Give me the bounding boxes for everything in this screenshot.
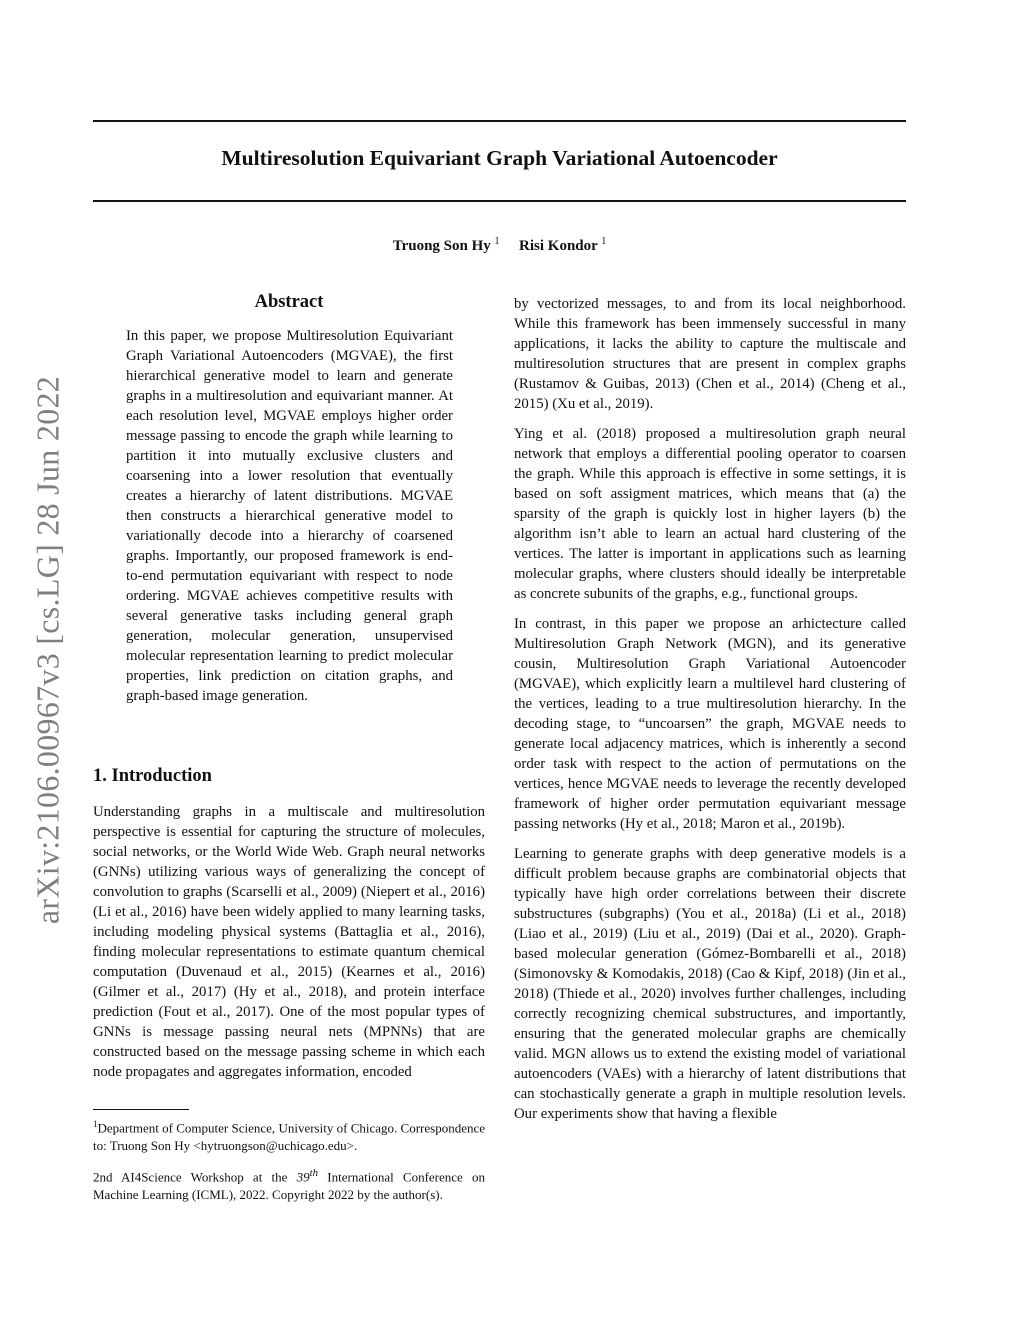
footnote-text: Department of Computer Science, University of Chicago. Correspondence to: Truong Son Hy <hytruongson@uchicago.edu>. [93,1120,485,1154]
venue-ordinal: 39 [296,1169,310,1185]
author-name: Risi Kondor [519,238,598,254]
title-rule-top [93,120,906,122]
paragraph: by vectorized messages, to and from its local neighborhood. While this framework has been immensely successful in many applications, it lacks the ability to capture the multiscale and multiresolution structures that are present in complex graphs (Rustamov & Guibas, 2013) (Chen et al., 2014) (Cheng et al., 2015) (Xu et al., 2019). [514,296,906,412]
paper-title: Multiresolution Equivariant Graph Variational Autoencoder [221,146,778,170]
paragraph: Ying et al. (2018) proposed a multiresolution graph neural network that employs a differential pooling operator to coarsen the graph. While this approach is effective in some settings, it is based on soft assigment matrices, which means that (a) the sparsity of the graph is quickly lost in higher layers (b) the algorithm isn’t able to learn an actual hard clustering of the vertices. The latter is important in applications such as learning molecular graphs, where clusters should ideally be interpretable as concrete subunits of the graphs, e.g., functional groups. [514,426,906,602]
paragraph: Understanding graphs in a multiscale and multiresolution perspective is essential for capturing the structure of molecules, social networks, or the World Wide Web. Graph neural networks (GNNs) utilizing various ways of generalizing the concept of convolution to graphs (Scarselli et al., 2009) (Niepert et al., 2016) (Li et al., 2016) have been widely applied to many learning tasks, including modeling physical systems (Battaglia et al., 2016), finding molecular representations to estimate quantum chemical computation (Duvenaud et al., 2015) (Kearnes et al., 2016) (Gilmer et al., 2017) (Hy et al., 2018), and protein interface prediction (Fout et al., 2017). One of the most popular types of GNNs is message passing neural nets (MPNNs) that are constructed based on the message passing scheme in which each node propagates and aggregates information, encoded [93,804,485,1080]
venue-ordinal-suffix: th [309,1167,319,1179]
footnote-rule [93,1109,189,1110]
title-rule-bottom [93,200,906,202]
venue-text: 2nd AI4Science Workshop at the [93,1169,288,1185]
affiliation-mark: 1 [601,236,607,247]
venue-text: International Conference on Machine Learning (ICML), 2022. Copyright 2022 by the author(s). [93,1169,486,1203]
footnote-mark: 1 [93,1119,98,1129]
paragraph: In contrast, in this paper we propose an arhictecture called Multiresolution Graph Network (MGN), and its generative cousin, Multiresolution Graph Variational Autoencoder (MGVAE), which explicitly learn a multilevel hard clustering of the vertices, leading to a true multiresolution hierarchy. In the decoding stage, to “uncoarsen” the graph, MGVAE needs to generate local adjacency matrices, which is inherently a second order task with respect to the action of permutations on the vertices, hence MGVAE needs to leverage the recently developed framework of higher order permutation equivariant message passing networks (Hy et al., 2018; Maron et al., 2019b). [514,616,906,832]
paragraph: Learning to generate graphs with deep generative models is a difficult problem because graphs are combinatorial objects that typically have high order correlations between their discrete substructures (subgraphs) (You et al., 2018a) (Li et al., 2018) (Liao et al., 2019) (Liu et al., 2019) (Dai et al., 2020). Graph-based molecular generation (Gómez-Bombarelli et al., 2018) (Simonovsky & Komodakis, 2018) (Cao & Kipf, 2018) (Jin et al., 2018) (Thiede et al., 2020) involves further challenges, including correctly recognizing chemical substructures, and importantly, ensuring that the generated molecular graphs are chemically valid. MGN allows us to extend the existing model of variational autoencoders (VAEs) with a hierarchy of latent distributions that can stochastically generate a graph in multiple resolution levels. Our experiments show that having a flexible [514,846,906,1122]
right-column-text [514,294,906,1134]
introduction-text [93,802,485,1092]
author-name: Truong Son Hy [392,238,491,254]
arxiv-identifier: arXiv:2106.00967v3 [cs.LG] 28 Jun 2022 [29,375,66,925]
section-heading-introduction: 1. Introduction [93,766,212,786]
author-list [93,236,906,255]
venue-note [93,1164,485,1204]
abstract-text: In this paper, we propose Multiresolution Equivariant Graph Variational Autoencoders (MGVAE), the first hierarchical generative model to learn and generate graphs in a multiresolution and equivariant manner. At each resolution level, MGVAE employs higher order message passing to encode the graph while learning to partition it into mutually exclusive clusters and coarsening into a lower resolution that eventually creates a hierarchy of latent distributions. MGVAE then constructs a hierarchical generative model to variationally decode into a hierarchy of coarsened graphs. Importantly, our proposed framework is end-to-end permutation equivariant with respect to node ordering. MGVAE achieves competitive results with several generative tasks including general graph generation, molecular generation, unsupervised molecular representation learning to predict molecular properties, link prediction on citation graphs, and graph-based image generation. [126,328,453,704]
footnote-affiliation [93,1115,485,1155]
abstract-heading: Abstract [254,292,324,312]
affiliation-mark: 1 [494,236,500,247]
